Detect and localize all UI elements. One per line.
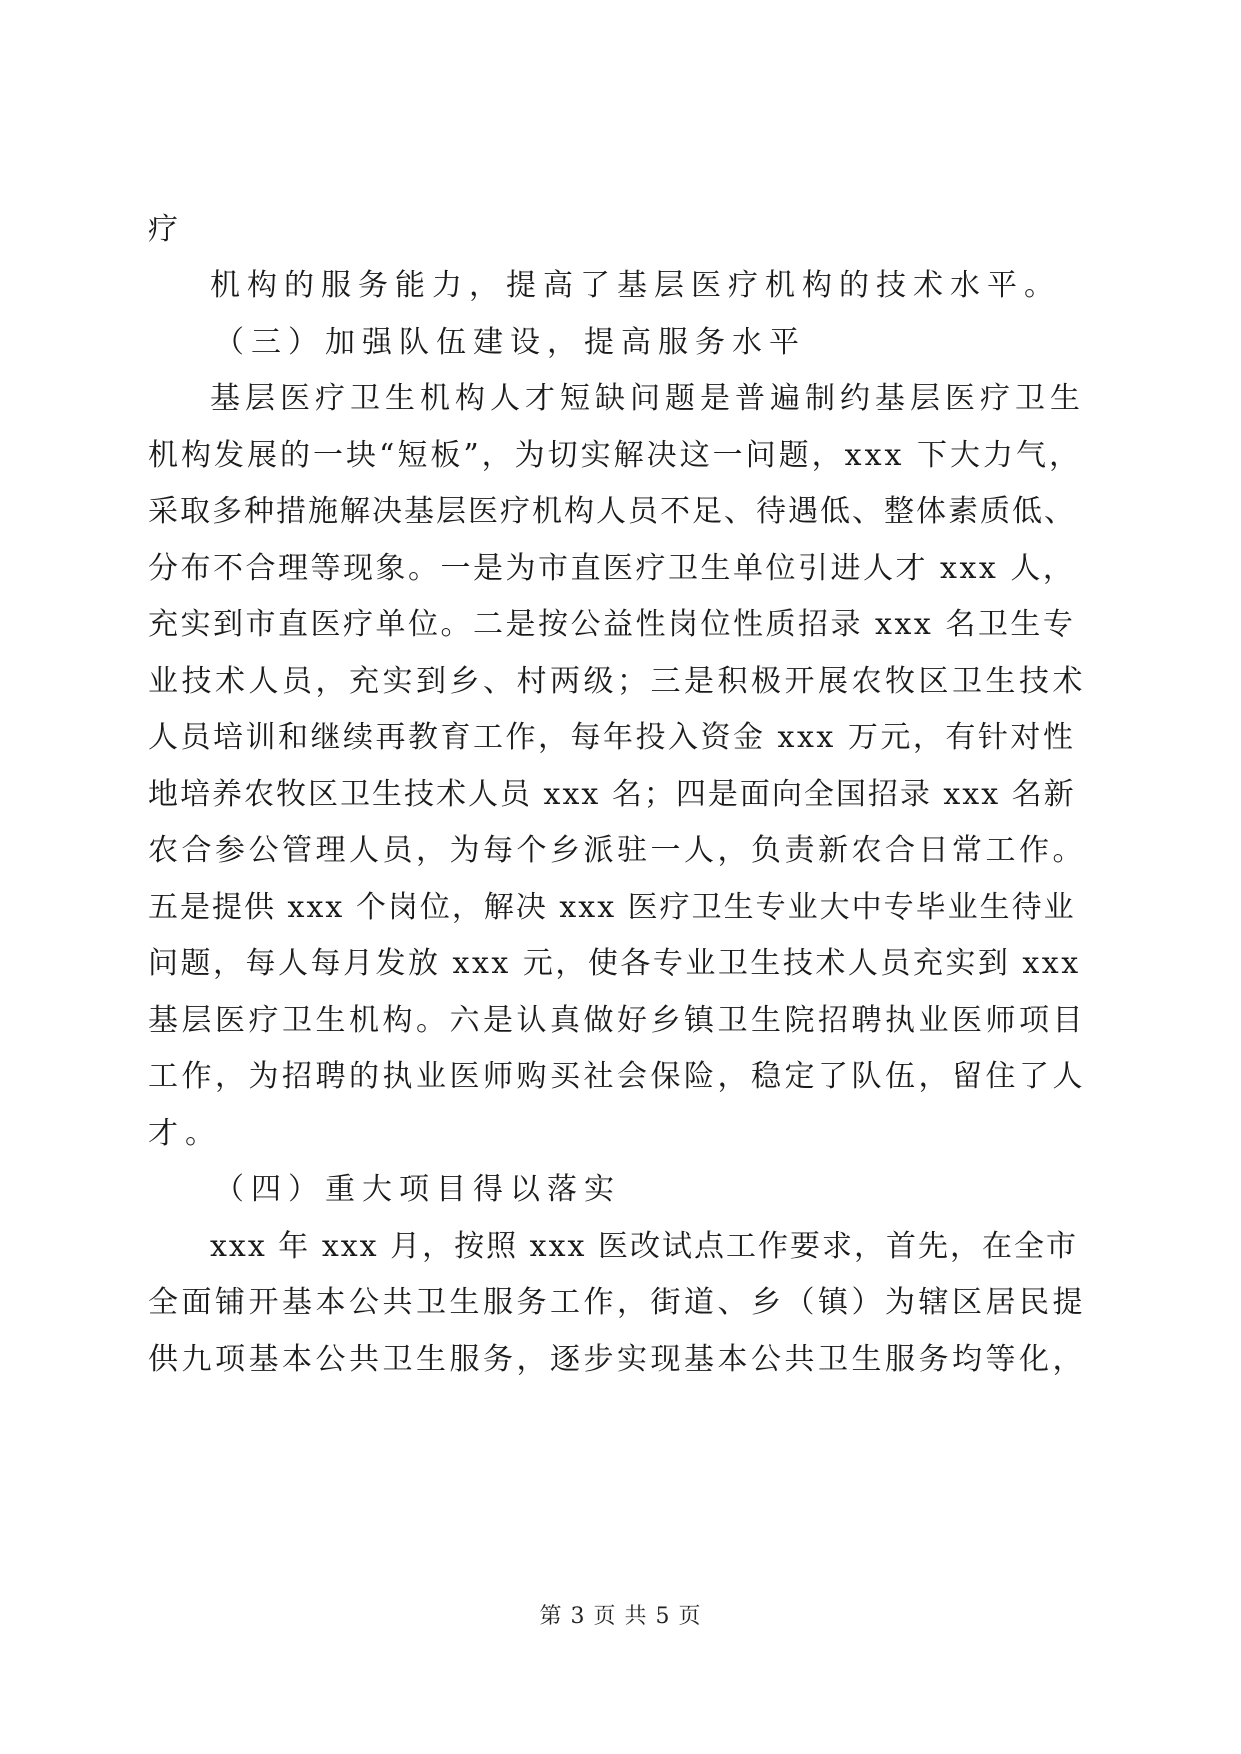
page-footer: 第 3 页 共 5 页 xyxy=(539,1604,702,1629)
text-line: 才。 xyxy=(148,1116,222,1151)
text-line: xxx 年 xxx 月，按照 xxx 医改试点工作要求，首先，在全市 xyxy=(210,1229,1078,1264)
text-line: 充实到市直医疗单位。二是按公益性岗位性质招录 xxx 名卫生专 xyxy=(148,607,1076,642)
text-line: 供九项基本公共卫生服务，逐步实现基本公共卫生服务均等化， xyxy=(148,1342,1086,1377)
text-line: 业技术人员，充实到乡、村两级；三是积极开展农牧区卫生技术 xyxy=(148,664,1086,699)
text-line: 基层医疗卫生机构人才短缺问题是普遍制约基层医疗卫生 xyxy=(210,381,1085,416)
text-line: 分布不合理等现象。一是为市直医疗卫生单位引进人才 xxx 人， xyxy=(148,551,1076,586)
text-line: 五是提供 xxx 个岗位，解决 xxx 医疗卫生专业大中专毕业生待业 xyxy=(148,890,1076,925)
text-line: 工作，为招聘的执业医师购买社会保险，稳定了队伍，留住了人 xyxy=(148,1059,1086,1094)
section-heading: （三）加强队伍建设，提高服务水平 xyxy=(214,325,806,360)
text-line: 机构的服务能力，提高了基层医疗机构的技术水平。 xyxy=(210,268,1061,303)
text-line: 全面铺开基本公共卫生服务工作，街道、乡（镇）为辖区居民提 xyxy=(148,1285,1086,1320)
section-heading: （四）重大项目得以落实 xyxy=(214,1172,621,1207)
text-line: 人员培训和继续再教育工作，每年投入资金 xxx 万元，有针对性 xyxy=(148,720,1076,755)
text-line: 基层医疗卫生机构。六是认真做好乡镇卫生院招聘执业医师项目 xyxy=(148,1003,1086,1038)
text-line: 疗 xyxy=(148,212,185,247)
text-line: 问题，每人每月发放 xxx 元，使各专业卫生技术人员充实到 xxx xyxy=(148,946,1081,981)
text-line: 地培养农牧区卫生技术人员 xxx 名；四是面向全国招录 xxx 名新 xyxy=(148,777,1076,812)
text-line: 采取多种措施解决基层医疗机构人员不足、待遇低、整体素质低、 xyxy=(148,494,1076,529)
text-line: 机构发展的一块“短板”，为切实解决这一问题，xxx 下大力气， xyxy=(148,438,1082,473)
text-line: 农合参公管理人员，为每个乡派驻一人，负责新农合日常工作。 xyxy=(148,833,1086,868)
